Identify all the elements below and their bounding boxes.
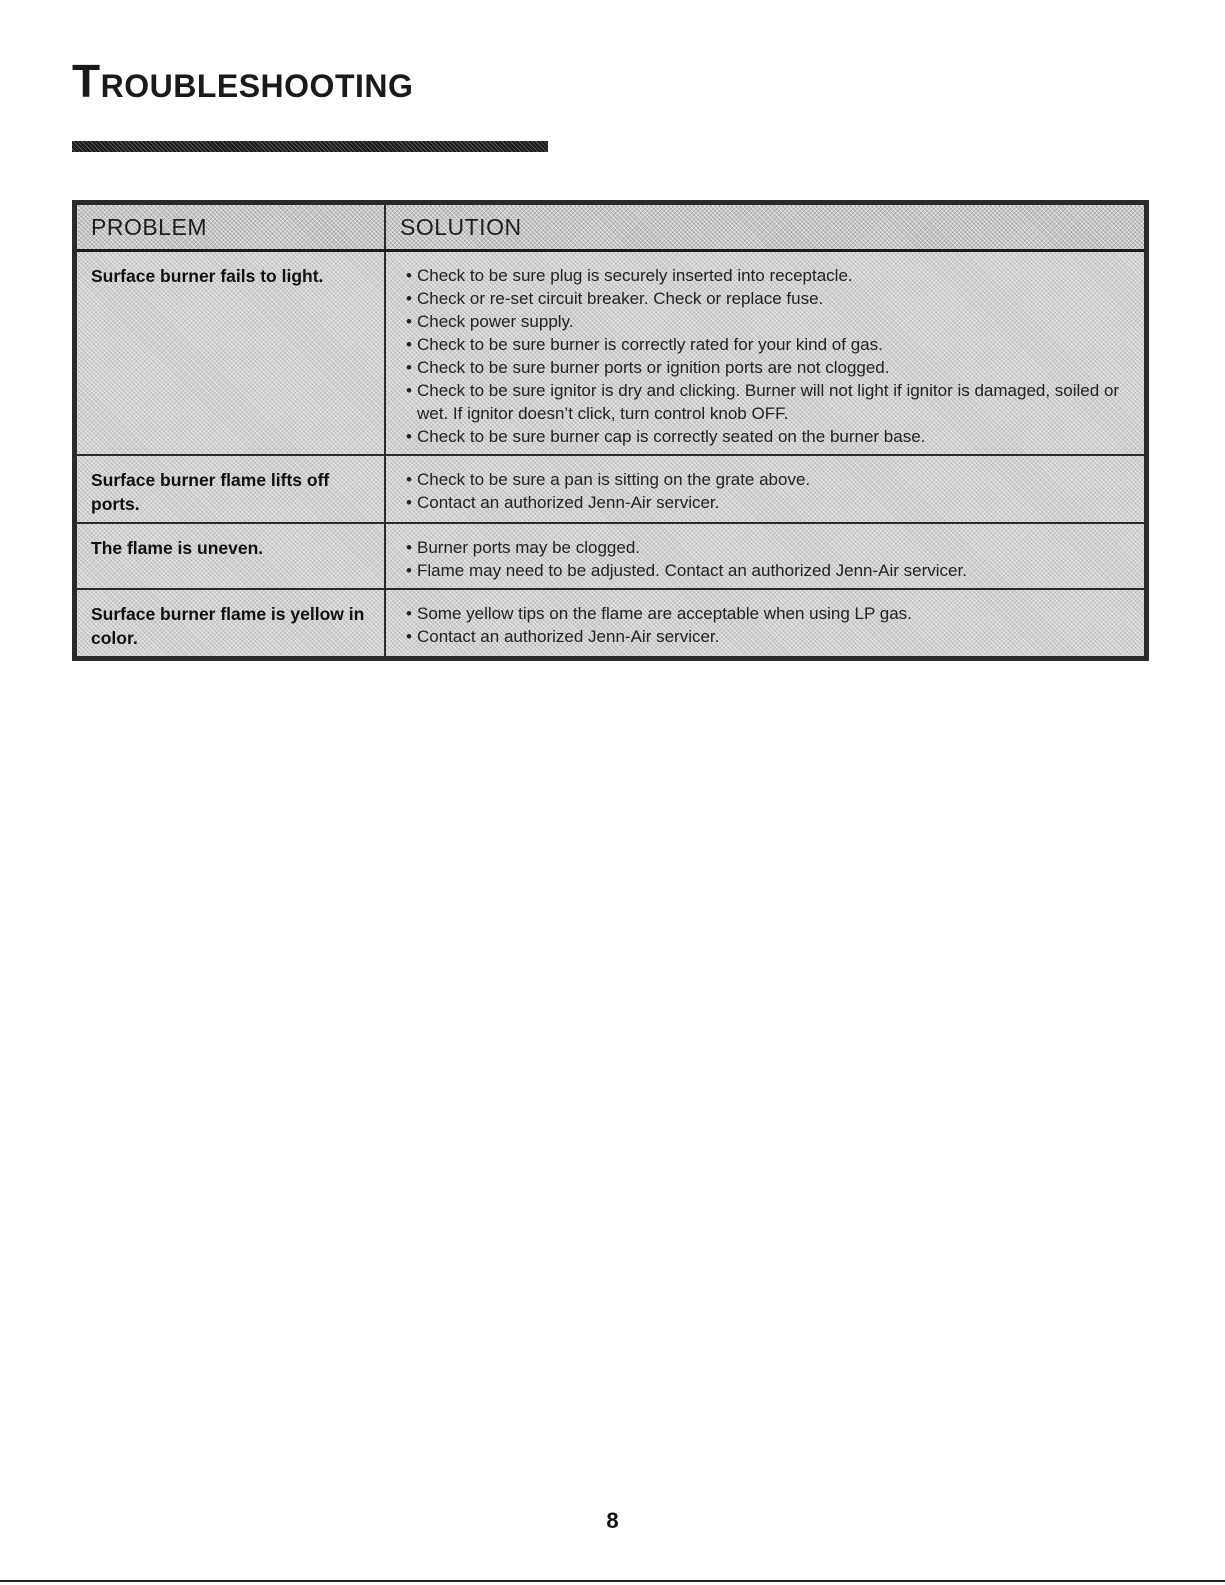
solution-cell xyxy=(385,455,1147,523)
troubleshooting-table xyxy=(72,200,1149,661)
solution-cell xyxy=(385,589,1147,659)
bottom-rule xyxy=(0,1580,1225,1582)
page-number: 8 xyxy=(606,1508,619,1533)
solution-item: • Check power supply. xyxy=(406,310,1134,333)
solution-item: • Some yellow tips on the flame are acceptable when using LP gas. xyxy=(406,602,1134,625)
table-row xyxy=(75,523,1147,589)
solution-list xyxy=(406,602,1134,648)
table-row xyxy=(75,455,1147,523)
page-title: Troubleshooting xyxy=(72,55,414,107)
table-row xyxy=(75,251,1147,456)
solution-item: • Check to be sure burner ports or ignition ports are not clogged. xyxy=(406,356,1134,379)
solution-item: • Check to be sure burner is correctly rated for your kind of gas. xyxy=(406,333,1134,356)
solution-list xyxy=(406,264,1134,448)
solution-item: • Check to be sure plug is securely inserted into receptacle. xyxy=(406,264,1134,287)
solution-list xyxy=(406,468,1134,514)
solution-column-header: SOLUTION xyxy=(385,203,1147,251)
problem-cell: Surface burner flame lifts off ports. xyxy=(75,455,386,523)
problem-cell: Surface burner fails to light. xyxy=(75,251,386,456)
solution-item: • Check or re-set circuit breaker. Check or replace fuse. xyxy=(406,287,1134,310)
solution-item: • Check to be sure a pan is sitting on the grate above. xyxy=(406,468,1134,491)
problem-cell: The flame is uneven. xyxy=(75,523,386,589)
solution-item: • Contact an authorized Jenn-Air servicer. xyxy=(406,491,1134,514)
problem-cell: Surface burner flame is yellow in color. xyxy=(75,589,386,659)
solution-cell xyxy=(385,523,1147,589)
title-underline-bar xyxy=(72,141,548,152)
table-header-row xyxy=(75,203,1147,251)
solution-item: • Check to be sure ignitor is dry and clicking. Burner will not light if ignitor is damaged, soiled or wet. If ignitor doesn’t click, turn control knob OFF. xyxy=(406,379,1134,425)
solution-cell xyxy=(385,251,1147,456)
solution-item: • Check to be sure burner cap is correctly seated on the burner base. xyxy=(406,425,1134,448)
solution-item: • Contact an authorized Jenn-Air servicer. xyxy=(406,625,1134,648)
solution-list xyxy=(406,536,1134,582)
solution-item: • Burner ports may be clogged. xyxy=(406,536,1134,559)
problem-column-header: PROBLEM xyxy=(75,203,386,251)
solution-item: • Flame may need to be adjusted. Contact an authorized Jenn-Air servicer. xyxy=(406,559,1134,582)
table-row xyxy=(75,589,1147,659)
